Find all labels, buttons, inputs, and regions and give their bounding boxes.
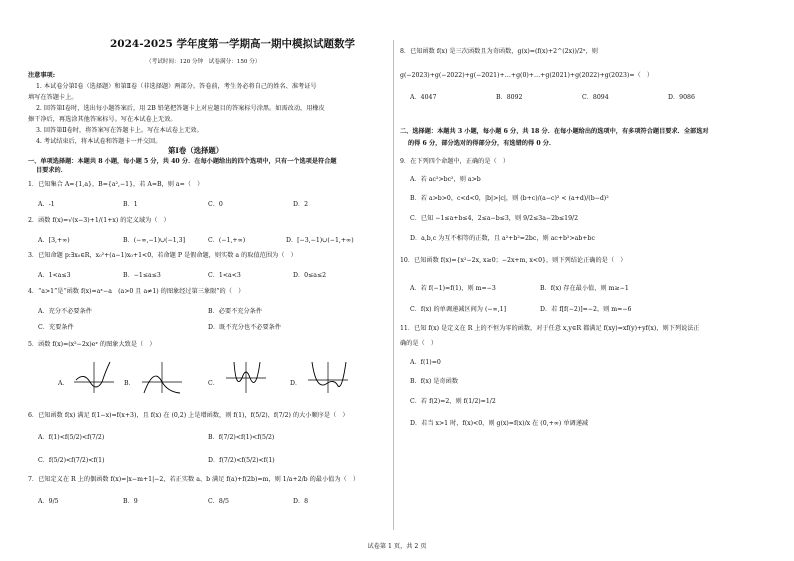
q4-stem: 4．“a>1”是“函数 f(x)=aˣ−a (a>0 且 a≠1) 的图象经过第三象限”的（ ）	[28, 288, 245, 295]
q11-option-b[interactable]: B．f(x) 是奇函数	[410, 378, 459, 385]
q2-option-d[interactable]: D．[−3,−1)∪(−1,+∞)	[286, 237, 354, 244]
q2-option-a[interactable]: A．[3,+∞)	[38, 237, 70, 244]
q5-option-a[interactable]: A．	[58, 380, 69, 387]
q11-stem-line1: 11．已知 f(x) 是定义在 R 上的不恒为零的函数，对于任意 x,y∈R 都满足 f(xy)=xf(y)+yf(x)，则下列说法正	[400, 325, 700, 332]
q7-option-b[interactable]: B．9	[123, 498, 138, 505]
q2-option-c[interactable]: C．(−1,+∞)	[208, 237, 246, 244]
q3-option-b[interactable]: B．−1≤a≤3	[123, 272, 161, 279]
q3-option-d[interactable]: D．0≤a≤2	[293, 272, 327, 279]
q7-stem: 7．已知定义在 R 上的偶函数 f(x)=|x−m+1|−2，若正实数 a、b 满足 f(a)+f(2b)=m，则 1/a+2/b 的最小值为（ ）	[28, 476, 360, 483]
q7-option-d[interactable]: D．8	[293, 498, 309, 505]
q11-option-d[interactable]: D．若当 x>1 时，f(x)<0，则 g(x)=f(x)/x 在 (0,+∞) 单调递减	[410, 420, 589, 427]
q7-option-a[interactable]: A．9/5	[38, 498, 59, 505]
part1-title: 第Ⅰ卷（选择题）	[168, 146, 224, 155]
q10-option-b[interactable]: B．f(x) 存在最小值，则 m≥−1	[540, 285, 629, 292]
q6-option-d[interactable]: D．f(7/2)<f(5/2)<f(1)	[208, 457, 275, 464]
q7-option-c[interactable]: C．8/5	[208, 498, 229, 505]
q2-option-b[interactable]: B．(−∞,−1)∪(−1,3]	[123, 237, 186, 244]
note-line: 1. 本试卷分第Ⅰ卷（选择题）和第Ⅱ卷（非选择题）两部分。答卷前，考生务必将自己的姓名、准考证号	[36, 83, 317, 90]
q10-option-a[interactable]: A．若 f(−1)=f(1)，则 m=−3	[410, 285, 496, 292]
note-line: 填写在答题卡上。	[28, 94, 78, 101]
q8-option-d[interactable]: D．9086	[668, 94, 695, 101]
q6-option-a[interactable]: A．f(1)<f(5/2)<f(7/2)	[38, 434, 105, 441]
q9-option-c[interactable]: C．已知 −1≤a+b≤4，2≤a−b≤3，则 9/2≤3a−2b≤19/2	[410, 215, 579, 222]
q4-option-b[interactable]: B．必要不充分条件	[208, 308, 263, 315]
q11-option-c[interactable]: C．若 f(2)=2，则 f(1/2)=1/2	[410, 398, 496, 405]
q4-option-c[interactable]: C．充要条件	[38, 324, 74, 331]
section2-line2: 的得 6 分，部分选对的得部分分，有选错的得 0 分．	[408, 140, 556, 147]
q3-option-c[interactable]: C．1<a<3	[208, 272, 241, 279]
q2-stem: 2．函数 f(x)=√(x−3)+1/(1+x) 的定义域为（ ）	[28, 217, 170, 224]
q8-stem: 8．已知函数 f(x) 是三次函数且为奇函数，g(x)=(f(x)+2^(2x))/2ˣ，则	[400, 48, 598, 55]
q5-graph-a	[72, 360, 116, 394]
q9-option-a[interactable]: A．若 ac²>bc²，则 a>b	[410, 176, 481, 183]
q5-option-b[interactable]: B．	[124, 380, 135, 387]
q4-option-d[interactable]: D．既不充分也不必要条件	[208, 324, 282, 331]
q6-stem: 6．已知函数 f(x) 满足 f(1−x)=f(x+3)，且 f(x) 在 (0,2) 上是增函数，则 f(1)，f(5/2)，f(7/2) 的大小顺序是（ ）	[28, 412, 349, 419]
q5-stem: 5．函数 f(x)=(x²−2x)eˣ 的图象大致是（ ）	[28, 341, 156, 348]
q10-option-d[interactable]: D．若 f[f(−2)]=−2，则 m=−6	[540, 306, 632, 313]
q4-option-a[interactable]: A．充分不必要条件	[38, 308, 92, 315]
section1-line2: 目要求的．	[36, 167, 67, 174]
exam-meta: （考试时间：120 分钟 试卷满分：150 分）	[146, 59, 261, 65]
q8-formula: g(−2023)+g(−2022)+g(−2021)+…+g(0)+…+g(2021)+g(2022)+g(2023)=（ ）	[400, 72, 654, 79]
q9-stem: 9．在下列四个命题中，正确的是（ ）	[400, 158, 510, 165]
q9-option-b[interactable]: B．若 a>b>0，c<d<0，|b|>|c|，则 (b+c)/(a−c)² < (a+d)/(b−d)²	[410, 195, 609, 202]
q5-graph-b	[140, 360, 184, 394]
column-divider	[393, 40, 394, 530]
notes-heading: 注意事项:	[28, 72, 56, 79]
q1-option-a[interactable]: A．-1	[38, 201, 55, 208]
q6-option-c[interactable]: C．f(5/2)<f(7/2)<f(1)	[38, 457, 105, 464]
q8-option-a[interactable]: A．4047	[410, 94, 437, 101]
q8-option-c[interactable]: C．8094	[582, 94, 609, 101]
q1-option-b[interactable]: B．1	[123, 201, 138, 208]
note-line: 4. 考试结束后，将本试卷和答题卡一并交回。	[36, 138, 162, 145]
q10-option-c[interactable]: C．f(x) 的单调递减区间为 (−∞,1]	[410, 306, 507, 313]
q11-option-a[interactable]: A．f(1)=0	[410, 359, 441, 366]
section1-line1: 一、单项选择题：本题共 8 小题，每小题 5 分，共 40 分．在每小题给出的四个选项中，只有一个选项是符合题	[28, 158, 337, 165]
q3-stem: 3．已知命题 p:∃x₀∈R，x₀²+(a−1)x₀+1<0，若命题 P 是假命题，则实数 a 的取值范围为（ ）	[28, 252, 297, 259]
q10-stem: 10．已知函数 f(x)={x²−2x, x≥0；−2x+m, x<0}，则下列结论正确的是（ ）	[400, 257, 627, 264]
page-footer: 试卷第 1 页，共 2 页	[367, 543, 427, 550]
q11-stem-line2: 确的是（ ）	[400, 340, 438, 347]
q1-option-d[interactable]: D．2	[293, 201, 309, 208]
section2-line1: 二、选择题：本题共 3 小题，每小题 6 分，共 18 分．在每小题给出的选项中，有多项符合题目要求．全部选对	[400, 128, 709, 135]
q5-option-c[interactable]: C．	[208, 380, 219, 387]
q8-option-b[interactable]: B．8092	[496, 94, 523, 101]
q6-option-b[interactable]: B．f(7/2)<f(1)<f(5/2)	[208, 434, 275, 441]
note-line: 擦干净后，再选涂其他答案标号。写在本试卷上无效。	[28, 116, 177, 123]
page-title: 2024-2025 学年度第一学期高一期中模拟试题数学	[110, 38, 355, 50]
q1-option-c[interactable]: C．0	[208, 201, 223, 208]
q3-option-a[interactable]: A．1<a≤3	[38, 272, 71, 279]
q5-graph-c	[224, 360, 268, 394]
q1-stem: 1．已知集合 A={1,a}，B={a²,−1}，若 A=B，则 a=（ ）	[28, 181, 204, 188]
note-line: 2. 回答第Ⅰ卷时，选出每小题答案后，用 2B 铅笔把答题卡上对应题目的答案标号涂黑。如需改动，用橡皮	[36, 105, 325, 112]
q5-option-d[interactable]: D．	[290, 380, 302, 387]
q9-option-d[interactable]: D．a,b,c 为互不相等的正数，且 a²+b²=2bc，则 ac+b²>ab+bc	[410, 235, 595, 242]
note-line: 3. 回答第Ⅱ卷时，将答案写在答题卡上。写在本试卷上无效。	[36, 127, 203, 134]
q5-graph-d	[306, 360, 350, 394]
